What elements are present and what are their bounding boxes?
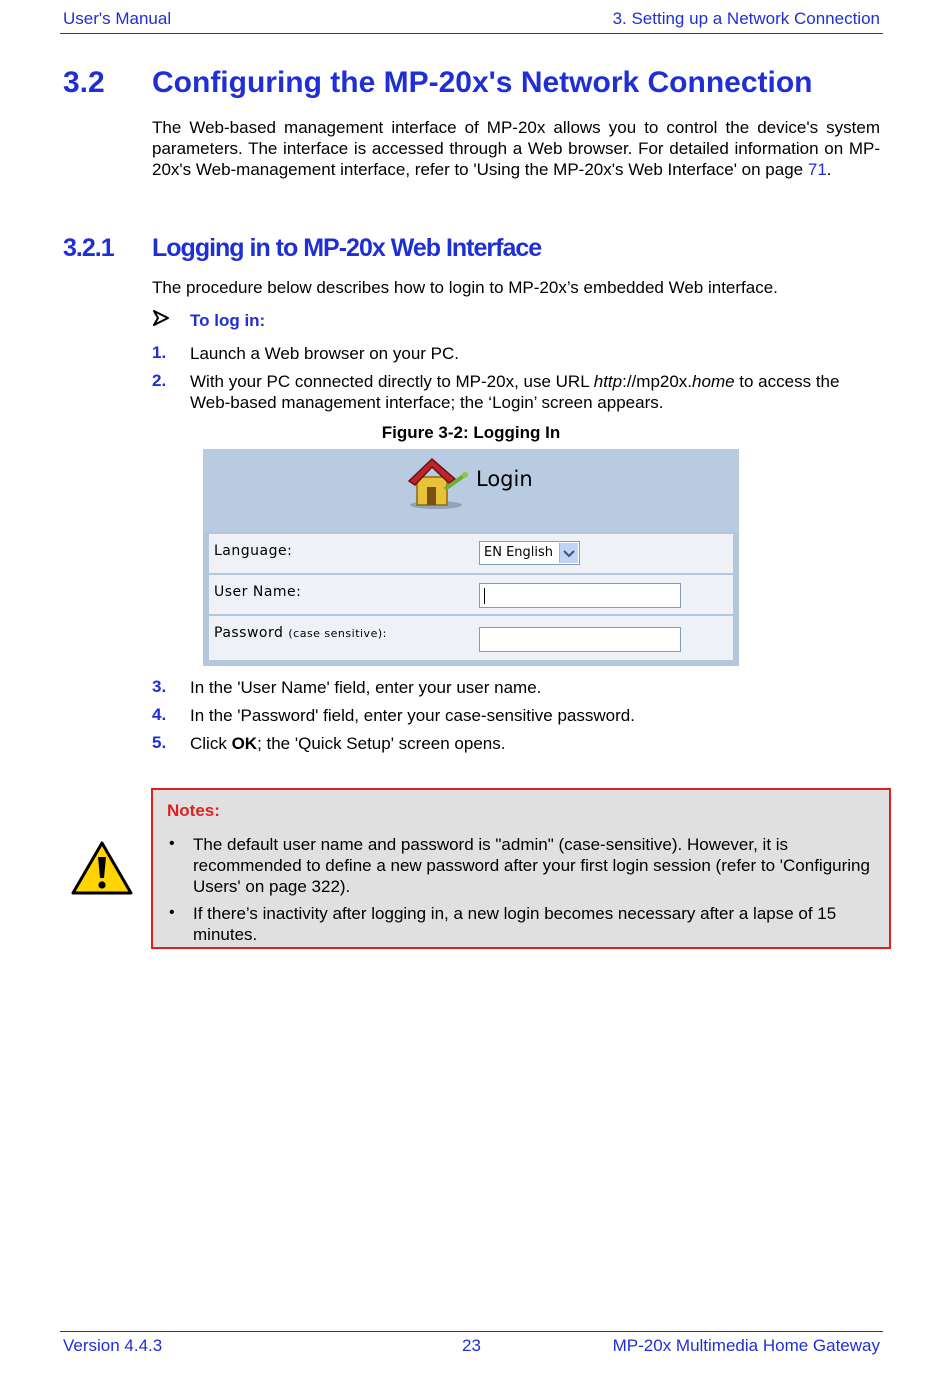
text-cursor [484, 588, 485, 604]
step-text: Launch a Web browser on your PC. [190, 344, 459, 363]
section-title: Configuring the MP-20x's Network Connection [152, 66, 813, 99]
step-number: 4. [152, 705, 167, 724]
step-text [190, 371, 880, 413]
username-input[interactable] [479, 583, 681, 608]
intro-end: . [826, 160, 832, 179]
house-icon [401, 453, 471, 511]
running-header-right: 3. Setting up a Network Connection [612, 9, 880, 28]
password-hint: (case sensitive): [288, 627, 387, 640]
username-row [209, 575, 733, 616]
step-text-part: to access the Web-based management interface; the ‘Login’ screen appears. [190, 372, 840, 412]
password-label [214, 625, 387, 641]
section-number: 3.2 [63, 66, 105, 99]
url-host: ://mp20x. [622, 372, 693, 391]
username-label: User Name: [214, 584, 302, 600]
url-domain: home [692, 372, 735, 391]
figure-caption: Figure 3-2: Logging In [381, 423, 561, 442]
language-label: Language: [214, 543, 293, 559]
header-rule [60, 33, 883, 34]
notes-title: Notes: [167, 801, 220, 820]
login-title: Login [476, 467, 533, 491]
subsection-description: The procedure below describes how to login to MP-20x’s embedded Web interface. [152, 278, 778, 297]
section-intro [152, 117, 880, 180]
language-row [209, 534, 733, 575]
password-row [209, 616, 733, 662]
password-input[interactable] [479, 627, 681, 652]
step-text: In the 'User Name' field, enter your user name. [190, 678, 542, 697]
bullet: • [169, 904, 175, 921]
note-item: The default user name and password is "admin" (case-sensitive). However, it is recommended to define a new password after your first login session (refer to 'Configuring Users' on page 322). [193, 835, 870, 896]
password-label-text: Password [214, 625, 284, 641]
step-number: 5. [152, 733, 167, 752]
ok-term: OK [231, 734, 258, 753]
step-text [190, 733, 880, 754]
language-select-value: EN English [484, 545, 554, 560]
step-text-part: ; the 'Quick Setup' screen opens. [257, 734, 506, 753]
notes-box [151, 788, 891, 949]
bullet: • [169, 835, 175, 852]
step-number: 1. [152, 343, 167, 362]
subsection-title: Logging in to MP-20x Web Interface [152, 234, 542, 262]
footer-rule [60, 1331, 883, 1332]
step-text: In the 'Password' field, enter your case-sensitive password. [190, 706, 635, 725]
language-select[interactable] [479, 541, 580, 565]
step-text-part: Click [190, 734, 232, 753]
warning-icon [70, 840, 134, 896]
chevron-down-icon[interactable] [559, 543, 578, 563]
intro-text: The Web-based management interface of MP-20x allows you to control the device's system parameters. The interface is accessed through a Web browser. For detailed information on MP-20x's Web-management interface, refer to 'Using the MP-20x's Web Interface' on page [152, 118, 880, 179]
procedure-title: To log in: [190, 311, 266, 330]
login-header [203, 449, 739, 532]
login-screenshot [203, 449, 739, 666]
step-text-part: With your PC connected directly to MP-20x, use URL [190, 372, 594, 391]
step-number: 2. [152, 371, 167, 390]
arrow-bullet-icon [152, 309, 170, 327]
footer-product: MP-20x Multimedia Home Gateway [612, 1336, 880, 1355]
page-number: 23 [462, 1336, 481, 1355]
step-number: 3. [152, 677, 167, 696]
url-scheme: http [593, 372, 623, 391]
running-header-left: User's Manual [63, 9, 172, 28]
subsection-number: 3.2.1 [63, 234, 114, 262]
page-link[interactable]: 71 [807, 160, 827, 179]
footer-version: Version 4.4.3 [63, 1336, 163, 1355]
note-item: If there’s inactivity after logging in, a new login becomes necessary after a lapse of 15 minutes. [193, 904, 837, 944]
